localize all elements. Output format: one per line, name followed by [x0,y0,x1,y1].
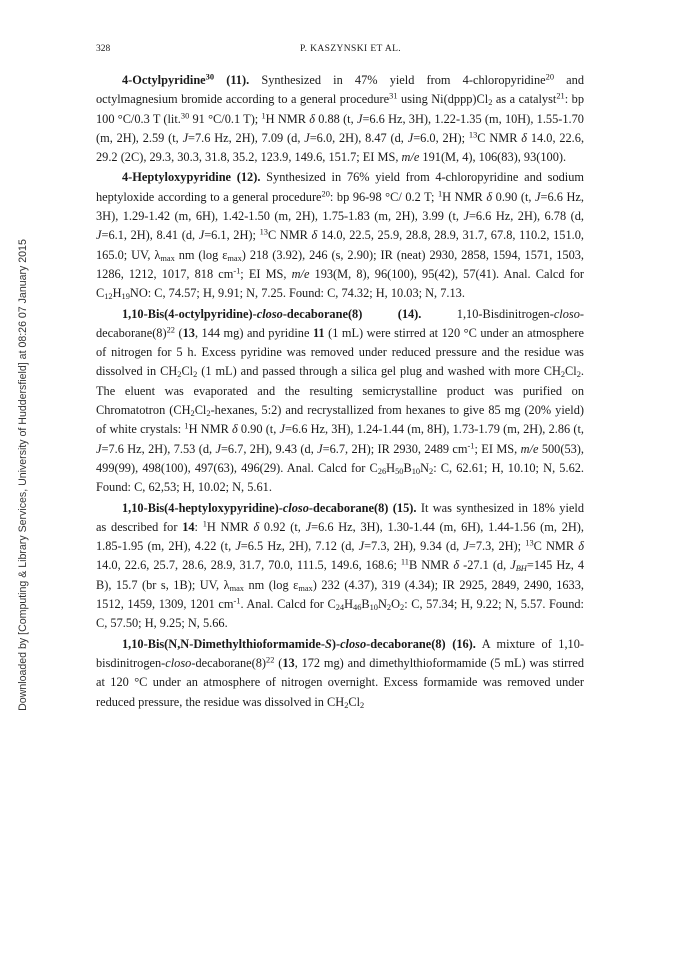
paragraph-15 [96,499,584,634]
running-head-authors: P. KASZYNSKI ET AL. [299,44,402,54]
paragraph-text: $1,10-Bisdinitrogen-closo-decaborane(8)^{22}$ (13, 144 mg) and pyridine 11 (1 mL) were stirred at 120 °C under an atmosphere of nitrogen for 5 h. Excess pyridine was removed under reduced pressure and the residue was dissolved in $CH_2Cl_2$ (1 mL) and passed through a silica gel plug and washed with more $CH_2Cl_2$. The eluent was evaporated and the resulting semicrystalline product was purified on Chromatotron ($CH_2Cl_2$-hexanes, 5:2) and recrystallized from hexanes to give 85 mg (20% yield) of white crystals: $^1$H NMR δ 0.90 (t, J=6.6 Hz, 3H), 1.24-1.44 (m, 8H), 1.73-1.79 (m, 2H), 2.86 (t, J=7.6 Hz, 2H), 7.53 (d, J=6.7, 2H), 9.43 (d, J=6.7, 2H); IR 2930, 2489 $cm^{-1}$; EI MS, m/e 500(53), 499(99), 498(100), 497(63), 496(29). Anal. Calcd for $C_{26}H_{50}B_{10}N_2$: C, 62.61; H, 10.10; N, 5.62. Found: C, 62,53; H, 10.02; N, 5.61. [96,306,584,495]
paragraph-text: Synthesized in 76% yield from 4-chloropyridine and sodium heptyloxide according to a general procedure$^{20}$: bp 96-98 °C/ 0.2 T; $^1$H NMR δ 0.90 (t, J=6.6 Hz, 3H), 1.29-1.42 (m, 6H), 1.42-1.50 (m, 2H), 1.75-1.83 (m, 2H), 3.99 (t, J=6.6 Hz, 2H), 6.78 (d, J=6.1, 2H), 8.41 (d, J=6.1, 2H); $^{13}$C NMR δ 14.0, 22.5, 25.9, 28.8, 28.9, 31.7, 67.8, 110.2, 151.0, 165.0; UV, $\lambda_{max}$ nm (log $\varepsilon_{max}$) 218 (3.92), 246 (s, 2.90); IR (neat) 2930, 2858, 1594, 1571, 1503, 1286, 1212, 1017, 818 $cm^{-1}$; EI MS, m/e 193(M, 8), 96(100), 95(42), 57(41). Anal. Calcd for $C_{12}H_{19}NO$: C, 74.57; H, 9.91; N, 7.25. Found: C, 74.32; H, 10.03; N, 7.13. [96,170,585,302]
running-header [96,44,605,58]
article-body [96,71,584,713]
paragraph-14 [96,305,584,498]
compound-heading: 4-Octylpyridine$^{30}$ (11). [122,72,250,87]
page-number: 328 [96,44,111,54]
paragraph-11 [96,71,584,167]
compound-heading: 4-Heptyloxypyridine (12). [122,170,261,185]
paragraph-text: A mixture of $1,10-bisdinitrogen-closo-decaborane(8)^{22}$ (13, 172 mg) and dimethylthioformamide (5 mL) was stirred at 120 °C under an atmosphere of nitrogen overnight. Excess formamide was removed under reduced pressure, the residue was dissolved in $CH_2Cl_2$ [96,636,584,710]
paragraph-text: It was synthesized in 18% yield as described for 14: $^1$H NMR δ 0.92 (t, J=6.6 Hz, 3H), 1.30-1.44 (m, 6H), 1.44-1.56 (m, 2H), 1.85-1.95 (m, 2H), 4.22 (t, J=6.5 Hz, 2H), 7.12 (d, J=7.3, 2H), 9.34 (d, J=7.3, 2H); $^{13}$C NMR δ 14.0, 22.6, 25.7, 28.6, 28.9, 31.7, 70.0, 111.5, 149.6, 168.6; $^{11}$B NMR δ -27.1 (d, $J_{BH}=145$ Hz, 4 B), 15.7 (br s, 1B); UV, $\lambda_{max}$ nm (log $\varepsilon_{max}$) 232 (4.37), 319 (4.34); IR 2925, 2849, 2490, 1633, 1512, 1459, 1309, 1201 $cm^{-1}$. Anal. Calcd for $C_{24}H_{46}B_{10}N_2O_2$: C, 57.34; H, 9.22; N, 5.57. Found: C, 57.50; H, 9.25; N, 5.66. [96,500,585,631]
compound-heading: 1,10-Bis(N,N-Dimethylthioformamide-S)-closo-decaborane(8) (16). [122,636,476,651]
compound-heading: 1,10-Bis(4-heptyloxypyridine)-closo-decaborane(8) (15). [122,500,417,515]
paragraph-16 [96,635,584,712]
download-note: Downloaded by [Computing & Library Services, University of Huddersfield] at 08:26 07 January 2015 [17,239,29,711]
paragraph-text: Synthesized in 47% yield from 4-chloropyridine$^{20}$ and octylmagnesium bromide according to a general procedure$^{31}$ using $Ni(dppp)Cl_2$ as a catalyst$^{21}$: bp 100 °C/0.3 T (lit.$^{30}$ 91 °C/0.1 T); $^1$H NMR δ 0.88 (t, J=6.6 Hz, 3H), 1.22-1.35 (m, 10H), 1.55-1.70 (m, 2H), 2.59 (t, J=7.6 Hz, 2H), 7.09 (d, J=6.0, 2H), 8.47 (d, J=6.0, 2H); $^{13}$C NMR δ 14.0, 22.6, 29.2 (2C), 29.3, 30.3, 31.8, 35.2, 123.9, 149.6, 151.7; EI MS, m/e 191(M, 4), 106(83), 93(100). [96,72,585,165]
compound-heading: 1,10-Bis(4-octylpyridine)-closo-decaborane(8) (14). [122,306,422,321]
paragraph-12 [96,168,584,303]
